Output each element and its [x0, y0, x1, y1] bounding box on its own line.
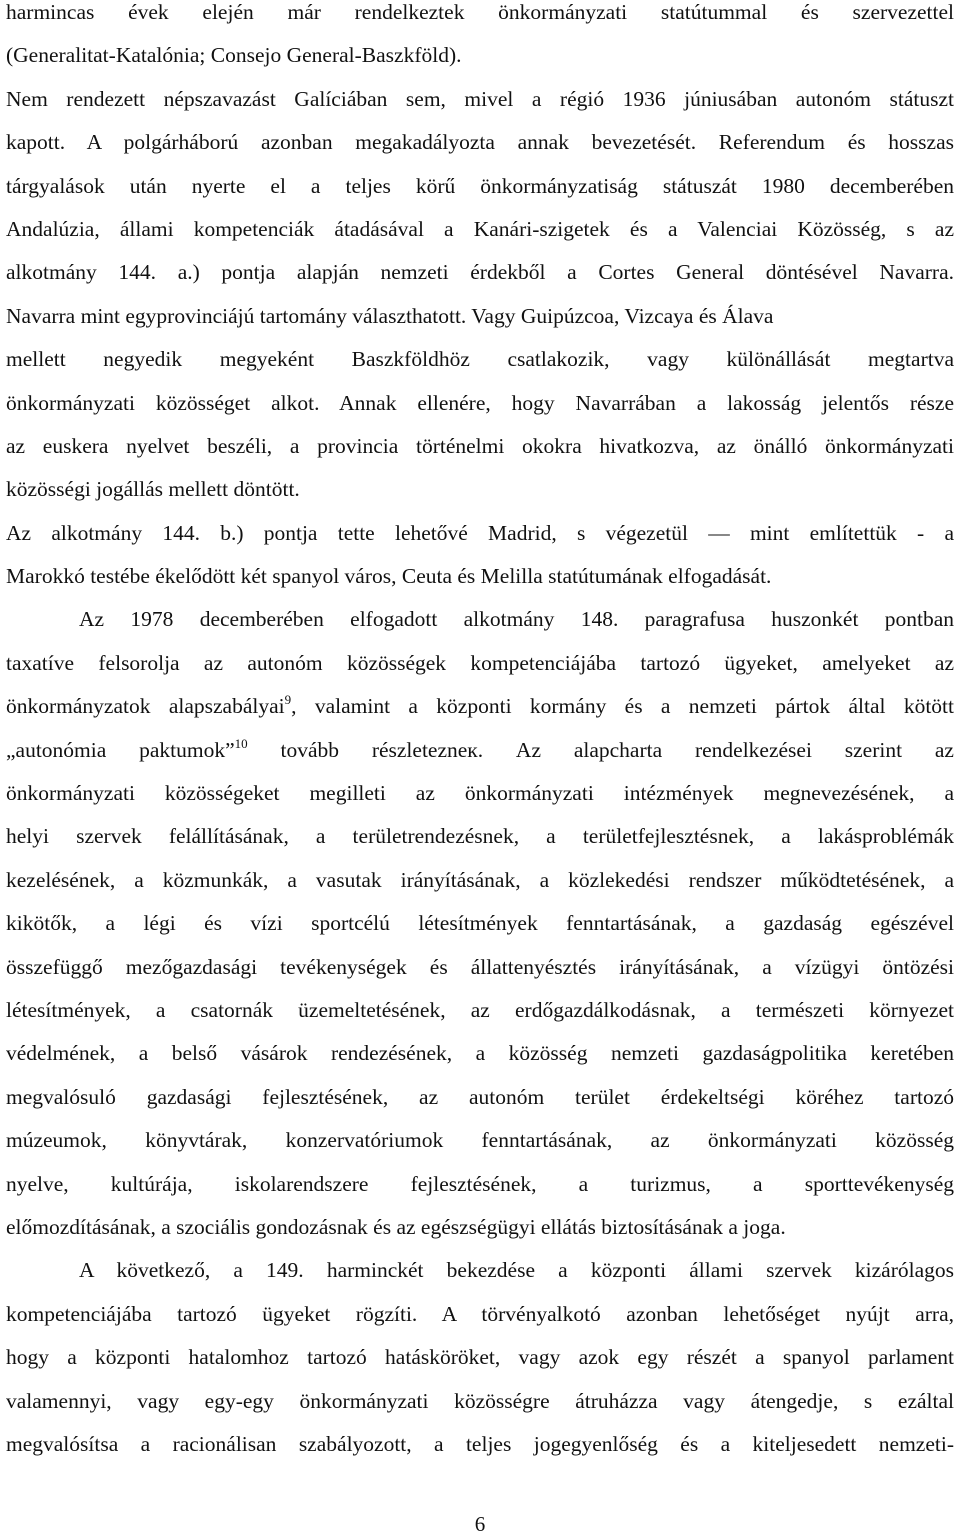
footnote-ref: 10 [234, 735, 248, 751]
text-line: nyelve, kultúrája, iskolarendszere fejlesztésének, a turizmus, a sporttevékenység [6, 1171, 954, 1196]
text-line: kapott. A polgárháború azonban megakadályozta annak bevezetését. Referendum és hosszas [6, 130, 954, 155]
text-line: harmincas évek elején már rendelkeztek önkormányzati statútummal és szervezettel [6, 0, 954, 24]
text-run: , valamint a központi kormány és a nemzeti pártok által kötött [291, 694, 954, 719]
text-line: Andalúzia, állami kompetenciák átadásával a Kanári-szigetek és a Valenciai Közösség, s az [6, 216, 954, 241]
text-line: helyi szervek felállításának, a területrendezésnek, a területfejlesztésnek, a lakásproblémák [6, 824, 954, 849]
text-line: tárgyalások után nyerte el a teljes körű önkormányzatiság státuszát 1980 decemberében [6, 173, 954, 198]
text-line: Az alkotmány 144. b.) pontja tette lehetővé Madrid, s végezetül — mint említettük - a [6, 520, 954, 545]
text-line: Az 1978 decemberében elfogadott alkotmány 148. paragrafusa huszonkét pontban [79, 607, 954, 632]
text-line: megvalósítsa a racionálisan szabályozott, a teljes jogegyenlőség és a kiteljesedett nemzeti- [6, 1431, 954, 1456]
text-line: kompetenciájába tartozó ügyeket rögzíti. A törvényalkotó azonban lehetőséget nyújt arra, [6, 1301, 954, 1326]
page-number: 6 [474, 1512, 486, 1536]
text-line: alkotmány 144. a.) pontja alapján nemzeti érdekből a Cortes General döntésével Navarra. [6, 260, 954, 285]
text-line: Marokkó testébe ékelődött két spanyol város, Ceuta és Melilla statútumának elfogadását. [6, 564, 772, 589]
text-line: hogy a központi hatalomhoz tartozó hatásköröket, vagy azok egy részét a spanyol parlament [6, 1345, 954, 1370]
text-line: (Generalitat-Katalónia; Consejo General-Baszkföld). [6, 43, 462, 68]
text-line: kikötők, a légi és vízi sportcélú létesítmények fenntartásának, a gazdaság egészével [6, 911, 954, 936]
text-line: taxatíve felsorolja az autonóm közösségek kompetenciájába tartozó ügyeket, amelyeket az [6, 650, 954, 675]
text-line: önkormányzati közösségeket megilleti az önkormányzati intézmények megnevezésének, a [6, 781, 954, 806]
text-run: „autonómia paktumok” [6, 737, 235, 762]
text-line: valamennyi, vagy egy-egy önkormányzati közösségre átruházza vagy átengedje, s ezáltal [6, 1388, 954, 1413]
text-line: megvalósuló gazdasági fejlesztésének, az autonóm terület érdekeltségi köréhez tartozó [6, 1084, 954, 1109]
text-line: kezelésének, a közmunkák, a vasutak irányításának, a közlekedési rendszer működtetésének, a [6, 867, 954, 892]
text-line: önkormányzati közösséget alkot. Annak ellenére, hogy Navarrában a lakosság jelentős része [6, 390, 954, 415]
text-line [6, 685, 954, 728]
text-line: az euskera nyelvet beszéli, a provincia történelmi okokra hivatkozva, az önálló önkormányzati [6, 433, 954, 458]
text-line: Nem rendezett népszavazást Galíciában sem, mivel a régió 1936 júniusában autonóm státuszt [6, 86, 954, 111]
text-line: mellett negyedik megyeként Baszkföldhöz csatlakozik, vagy különállását megtartva [6, 347, 954, 372]
text-line: védelmének, a belső vásárok rendezésének, a közösség nemzeti gazdaságpolitika keretében [6, 1041, 954, 1066]
text-line: létesítmények, a csatornák üzemeltetésének, az erdőgazdálkodásnak, a természeti környezet [6, 997, 954, 1022]
text-line: A következő, a 149. harminckét bekezdése a központi állami szervek kizárólagos [79, 1258, 954, 1283]
footnote-ref: 9 [284, 692, 292, 708]
text-line: összefüggő mezőgazdasági tevékenységek és állattenyésztés irányításának, a vízügyi öntözési [6, 954, 954, 979]
text-run: tovább részletezneк. Az alapcharta rendelkezései szerint az [247, 737, 954, 762]
text-line: előmozdításának, a szociális gondozásnak és az egészségügyi ellátás biztosításának a joga. [6, 1214, 786, 1239]
text-line: közösségi jogállás mellett döntött. [6, 477, 300, 502]
text-line: Navarra mint egyprovinciájú tartomány választhatott. Vagy Guipúzcoa, Vizcaya és Álava [6, 303, 774, 328]
text-line: múzeumok, könyvtárak, konzervatóriumok fenntartásának, az önkormányzati közösség [6, 1128, 954, 1153]
text-line [6, 729, 954, 772]
text-run: önkormányzatok alapszabályai [6, 694, 285, 719]
document-page [6, 0, 954, 1466]
